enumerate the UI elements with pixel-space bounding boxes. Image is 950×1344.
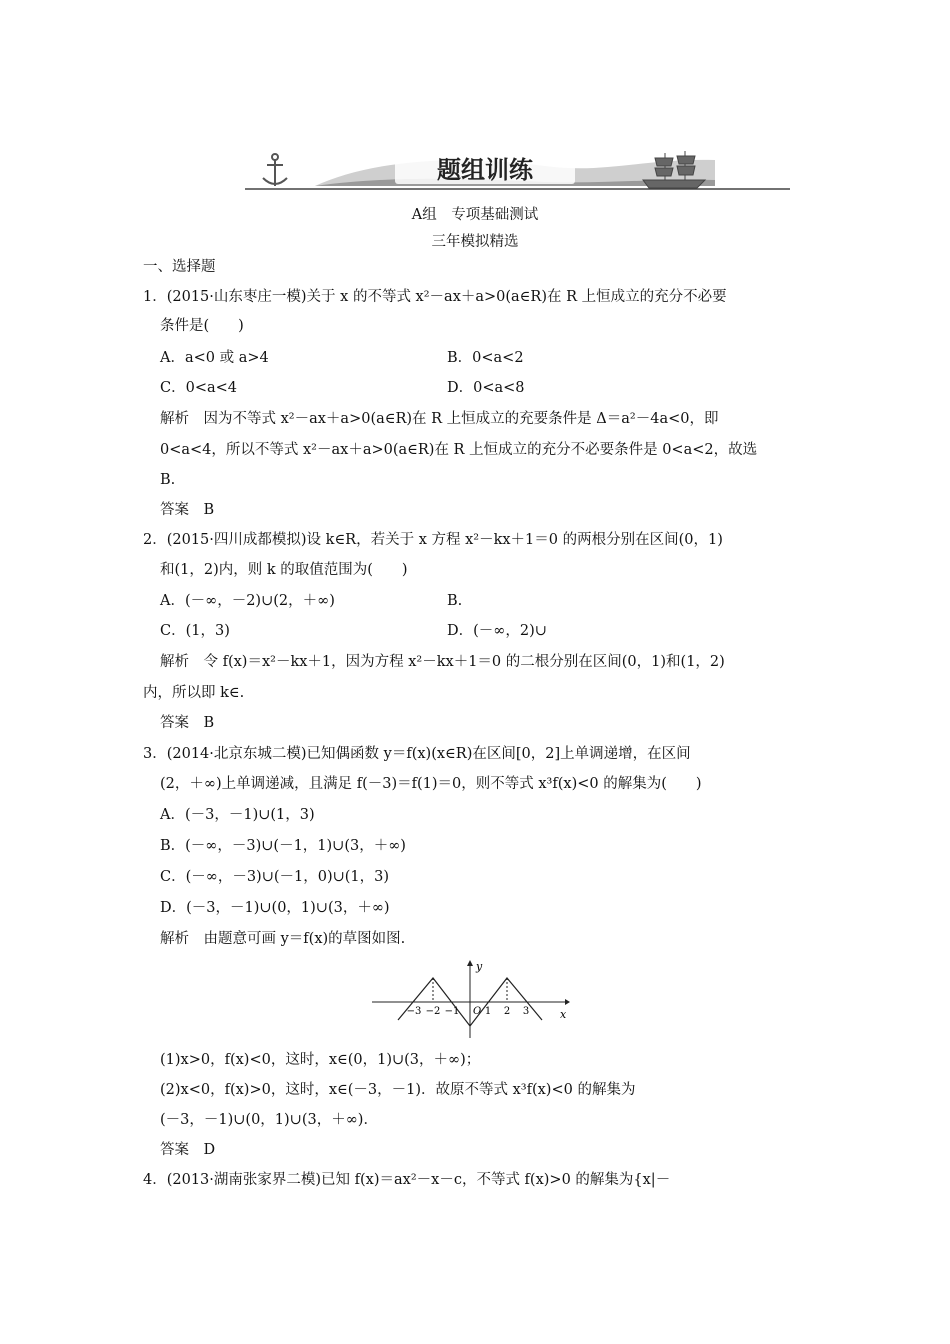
tick-label: 3	[522, 1006, 530, 1017]
origin-label: O	[473, 1006, 482, 1017]
question-2-option-b: B.	[447, 593, 463, 609]
question-3-option-d: D．(－3，－1)∪(0，1)∪(3，＋∞)	[160, 900, 390, 916]
question-3-solution-case2: (2)x<0，f(x)>0，这时，x∈(－3，－1)．故原不等式 x³f(x)<0 的解集为	[160, 1082, 636, 1098]
question-3-stem: 3．(2014·北京东城二模)已知偶函数 y＝f(x)(x∈R)在区间[0，2]上单调递增，在区间	[143, 746, 691, 762]
y-axis-label: y	[476, 960, 483, 973]
y-axis-arrow	[467, 960, 473, 966]
group-subtitle: 三年模拟精选	[431, 234, 519, 250]
question-2-solution: 解析 令 f(x)＝x²－kx＋1，因为方程 x²－kx＋1＝0 的二根分别在区间(0，1)和(1，2)	[160, 654, 725, 670]
tick-label: 1	[484, 1006, 492, 1017]
x-axis-arrow	[565, 999, 570, 1005]
question-1-solution-cont: 0<a<4，所以不等式 x²－ax＋a>0(a∈R)在 R 上恒成立的充分不必要条件是 0<a<2，故选	[160, 442, 758, 458]
banner-title: 题组训练	[437, 156, 533, 184]
tick-label: −3	[406, 1006, 422, 1017]
section-title: 一、选择题	[143, 259, 216, 275]
question-2-answer: 答案 B	[160, 715, 215, 731]
question-2-solution-cont: 内，所以即 k∈.	[143, 685, 245, 701]
question-1-option-c: C．0<a<4	[160, 380, 237, 396]
question-1-stem-cont: 条件是( )	[160, 318, 244, 334]
question-3-stem-cont: (2，＋∞)上单调递减，且满足 f(－3)＝f(1)＝0，则不等式 x³f(x)<0 的解集为( )	[160, 776, 702, 792]
question-3-option-a: A．(－3，－1)∪(1，3)	[160, 807, 315, 823]
section-banner	[245, 148, 790, 193]
question-2-stem-cont: 和(1，2)内，则 k 的取值范围为( )	[160, 562, 408, 578]
question-3-option-c: C．(－∞，－3)∪(－1，0)∪(1，3)	[160, 869, 390, 885]
question-3-answer: 答案 D	[160, 1142, 216, 1158]
tick-label: −2	[425, 1006, 441, 1017]
question-1-option-a: A．a<0 或 a>4	[160, 350, 269, 366]
tick-label: −1	[444, 1006, 460, 1017]
question-3-solution-case1: (1)x>0，f(x)<0，这时，x∈(0，1)∪(3，＋∞)；	[160, 1052, 481, 1068]
question-1-solution: 解析 因为不等式 x²－ax＋a>0(a∈R)在 R 上恒成立的充要条件是 Δ＝a²－4a<0，即	[160, 411, 719, 427]
question-3-solution: 解析 由题意可画 y＝f(x)的草图如图.	[160, 931, 406, 947]
question-2-stem: 2．(2015·四川成都模拟)设 k∈R，若关于 x 方程 x²－kx＋1＝0 的两根分别在区间(0，1)	[143, 532, 723, 548]
question-4-stem: 4．(2013·湖南张家界二模)已知 f(x)＝ax²－x－c，不等式 f(x)>0 的解集为{x|－	[143, 1172, 671, 1188]
question-3-solution-result: (－3，－1)∪(0，1)∪(3，＋∞)．	[160, 1112, 378, 1128]
question-1-answer: 答案 B	[160, 502, 215, 518]
tick-label: 2	[503, 1006, 511, 1017]
function-sketch-graph	[370, 958, 570, 1038]
question-2-option-d: D．(－∞，2)∪	[447, 623, 547, 639]
question-1-stem: 1．(2015·山东枣庄一模)关于 x 的不等式 x²－ax＋a>0(a∈R)在 R 上恒成立的充分不必要	[143, 289, 727, 305]
question-2-option-a: A．(－∞，－2)∪(2，＋∞)	[160, 593, 335, 609]
x-axis-label: x	[560, 1008, 567, 1021]
question-1-option-d: D．0<a<8	[447, 380, 525, 396]
question-1-solution-end: B.	[160, 472, 176, 488]
anchor-icon	[263, 154, 287, 186]
question-2-option-c: C．(1，3)	[160, 623, 230, 639]
group-title: A组 专项基础测试	[411, 207, 539, 223]
question-3-option-b: B．(－∞，－3)∪(－1，1)∪(3，＋∞)	[160, 838, 406, 854]
question-1-option-b: B．0<a<2	[447, 350, 524, 366]
